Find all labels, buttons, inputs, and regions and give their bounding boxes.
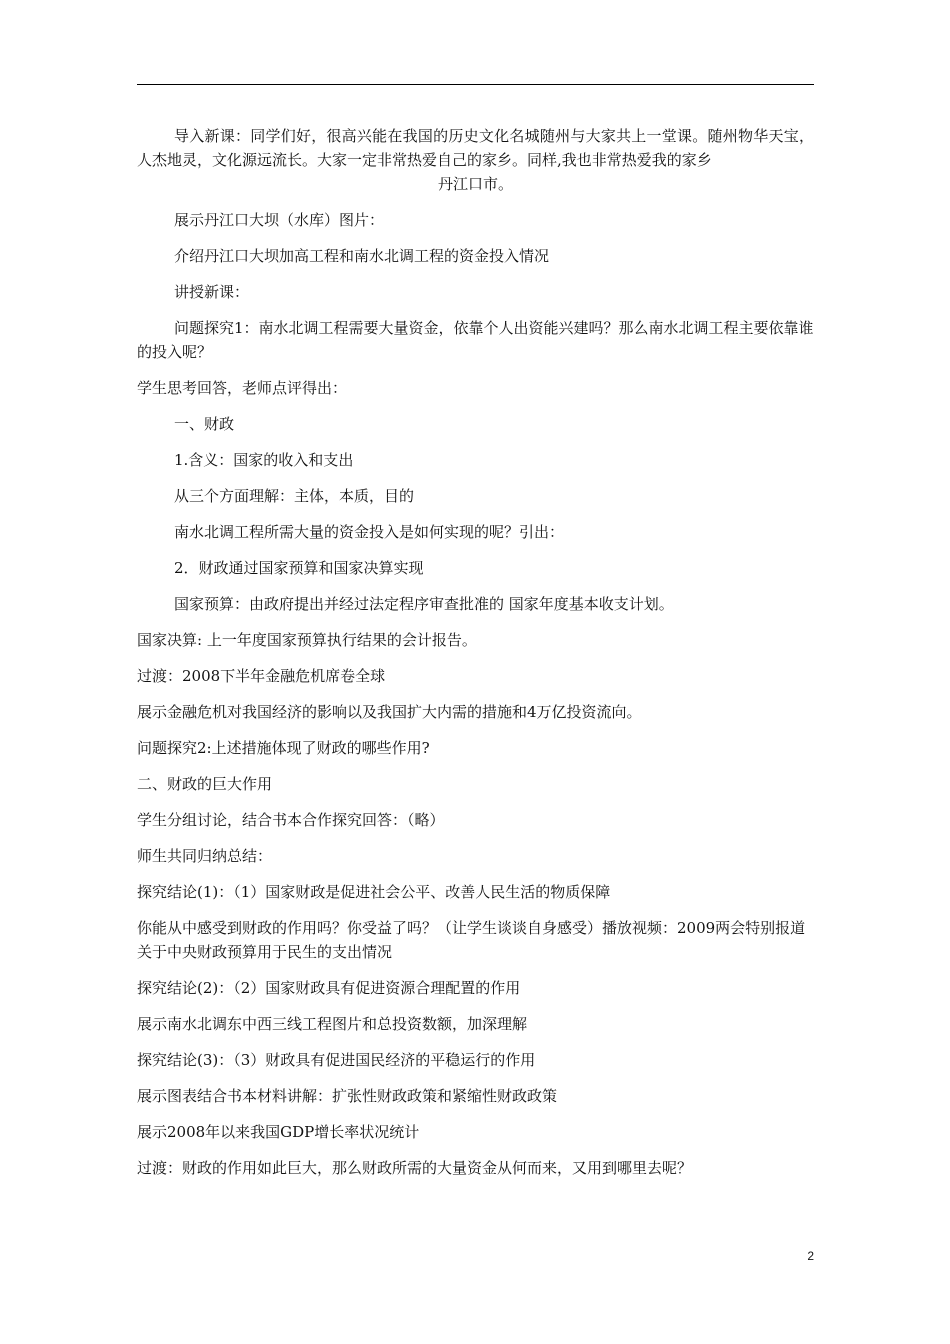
paragraph-budget-and-accounts: 2．财政通过国家预算和国家决算实现 — [174, 559, 424, 577]
document-body — [137, 124, 814, 1192]
page-number: 2 — [807, 1249, 814, 1263]
paragraph-group-discussion: 学生分组讨论，结合书本合作探究回答：（略） — [137, 811, 445, 829]
paragraph-summary: 师生共同归纳总结： — [137, 847, 273, 865]
paragraph-conclusion-2: 探究结论(2)：（2）国家财政具有促进资源合理配置的作用 — [137, 979, 521, 997]
paragraph-gdp-stats: 展示2008年以来我国GDP增长率状况统计 — [137, 1123, 420, 1141]
paragraph-definition: 1.含义：国家的收入和支出 — [174, 451, 354, 469]
paragraph-transition-funds: 过渡：财政的作用如此巨大，那么财政所需的大量资金从何而来，又用到哪里去呢？ — [137, 1159, 693, 1177]
paragraph-crisis-impact: 展示金融危机对我国经济的影响以及我国扩大内需的措施和4万亿投资流向。 — [137, 703, 642, 721]
intro-paragraph: 导入新课：同学们好，很高兴能在我国的历史文化名城随州与大家共上一堂课。随州物华天宝，人杰地灵，文化源远流长。大家一定非常热爱自己的家乡。同样,我也非常热爱我的家乡 — [137, 127, 814, 169]
paragraph-student-answer: 学生思考回答，老师点评得出： — [137, 379, 348, 397]
paragraph-three-routes: 展示南水北调东中西三线工程图片和总投资数额，加深理解 — [137, 1015, 528, 1033]
heading-finance-role: 二、财政的巨大作用 — [137, 775, 273, 793]
paragraph-national-budget: 国家预算：由政府提出并经过法定程序审查批准的 国家年度基本收支计划。 — [174, 595, 674, 613]
paragraph-video: 你能从中感受到财政的作用吗？你受益了吗？（让学生谈谈自身感受）播放视频：2009两会特别报道关于中央财政预算用于民生的支出情况 — [137, 919, 806, 961]
intro-paragraph-end: 丹江口市。 — [437, 175, 513, 193]
header-rule — [137, 84, 814, 85]
paragraph-new-lesson: 讲授新课： — [174, 283, 250, 301]
paragraph-question-2: 问题探究2:上述措施体现了财政的哪些作用? — [137, 739, 430, 757]
paragraph-final-accounts: 国家决算: 上一年度国家预算执行结果的会计报告。 — [137, 631, 477, 649]
paragraph-conclusion-3: 探究结论(3)：（3）财政具有促进国民经济的平稳运行的作用 — [137, 1051, 536, 1069]
paragraph-fiscal-policy: 展示图表结合书本材料讲解：扩张性财政政策和紧缩性财政政策 — [137, 1087, 558, 1105]
paragraph-how-realized: 南水北调工程所需大量的资金投入是如何实现的呢？引出： — [174, 523, 565, 541]
paragraph-show-dam: 展示丹江口大坝（水库）图片： — [174, 211, 385, 229]
paragraph-conclusion-1: 探究结论(1)：（1）国家财政是促进社会公平、改善人民生活的物质保障 — [137, 883, 611, 901]
paragraph-funding-intro: 介绍丹江口大坝加高工程和南水北调工程的资金投入情况 — [174, 247, 550, 265]
paragraph-transition-crisis: 过渡：2008下半年金融危机席卷全球 — [137, 667, 386, 685]
paragraph-question-1: 问题探究1：南水北调工程需要大量资金，依靠个人出资能兴建吗？那么南水北调工程主要依靠谁的投入呢？ — [137, 319, 814, 361]
paragraph-three-aspects: 从三个方面理解：主体，本质，目的 — [174, 487, 415, 505]
heading-finance: 一、财政 — [174, 415, 235, 433]
